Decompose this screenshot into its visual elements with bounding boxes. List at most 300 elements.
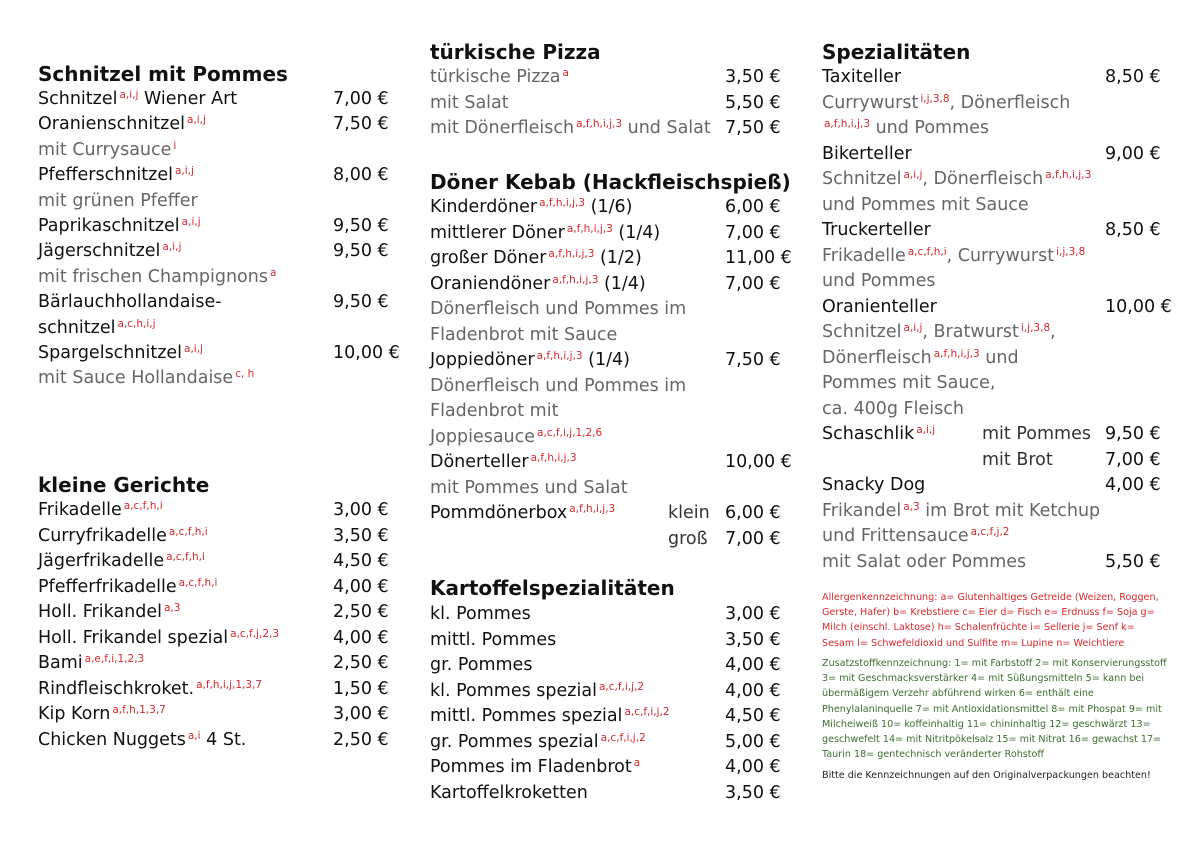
menu-item [430, 427, 800, 452]
allergen-letters: a,f,h,i,j, [933, 347, 974, 360]
allergen-codes [124, 500, 163, 512]
allergen-letters: a,i,j [184, 343, 203, 355]
dish-name: Snacky Dog [822, 475, 926, 495]
size-option: klein [668, 503, 710, 523]
dish-description: und Salat [622, 118, 711, 138]
dish-name: schnitzel [38, 317, 116, 338]
dish-description: mit Salat oder Pommes [822, 551, 1027, 572]
menu-item [38, 191, 408, 216]
additive-numbers: 1,3,7 [139, 704, 166, 716]
additive-numbers: 1,2,3 [117, 653, 145, 665]
dish-description: Fladenbrot mit Sauce [430, 324, 618, 345]
allergen-codes [576, 118, 622, 130]
item-name [430, 197, 632, 217]
menu-item [430, 681, 800, 706]
allergen-letters: a,c,f,h,i [166, 551, 205, 563]
allergen-letters: a, [903, 500, 914, 513]
additive-numbers: 3,8 [1068, 245, 1086, 258]
item-name [430, 223, 660, 243]
dish-suffix: (1/4) [612, 222, 661, 243]
dish-description: und Pommes [822, 271, 936, 291]
dish-name: Jägerfrikadelle [38, 551, 165, 571]
menu-item [822, 169, 1192, 194]
item-price: 5,00 € [725, 731, 781, 752]
item-name [822, 322, 1056, 342]
allergen-codes [162, 241, 181, 253]
menu-item [38, 318, 408, 343]
item-price: 4,00 € [725, 655, 781, 675]
menu-item [38, 368, 408, 393]
allergen-codes [624, 706, 669, 718]
dish-name: Holl. Frikandel [38, 602, 162, 622]
additive-numbers: 2 [662, 706, 670, 718]
allergen-codes [971, 526, 1010, 538]
dish-description: mit Dönerfleisch [430, 118, 575, 138]
allergen-codes [903, 169, 922, 181]
item-price: 10,00 € [725, 452, 792, 472]
item-price: 9,50 € [333, 241, 389, 262]
item-name [822, 475, 925, 495]
dish-description: Schnitzel [822, 169, 902, 189]
dish-description: Frikandel [822, 500, 902, 521]
menu-item [822, 399, 1192, 424]
item-price: 2,50 € [333, 729, 389, 750]
menu-item [430, 401, 800, 426]
item-name [38, 679, 262, 699]
item-price: 5,50 € [1105, 551, 1161, 572]
item-price: 7,00 € [1105, 449, 1161, 470]
allergen-letters: a,i,j [174, 165, 194, 178]
item-price: 7,50 € [333, 114, 389, 135]
item-name [430, 350, 630, 370]
menu-item [822, 373, 1192, 398]
allergen-codes [85, 653, 145, 665]
dish-name: Oraniendöner [430, 273, 551, 294]
item-price: 4,00 € [725, 757, 781, 777]
item-name [38, 602, 180, 622]
item-name [38, 653, 144, 673]
item-price: 11,00 € [725, 248, 792, 268]
allergen-letters: a,f,h,i,j, [552, 273, 592, 286]
size-option: groß [668, 528, 708, 549]
dish-suffix: 4 St. [200, 729, 247, 750]
menu-item [430, 223, 800, 248]
allergen-codes [531, 452, 577, 464]
additive-numbers: 1,2,6 [575, 426, 603, 439]
dish-name: Kip Korn [38, 704, 111, 724]
menu-item [430, 478, 800, 503]
item-name [38, 318, 156, 338]
item-name [430, 248, 642, 268]
menu-item [38, 551, 408, 576]
item-name [38, 216, 201, 236]
item-price: 8,50 € [1105, 220, 1161, 240]
menu-item [38, 500, 408, 525]
item-price: 9,50 € [333, 216, 389, 236]
dish-description: mit Currysauce [38, 139, 172, 160]
dish-name: Rindfleischkroket. [38, 678, 195, 699]
allergen-letters: i,j, [1020, 322, 1034, 334]
additive-numbers: 3 [973, 347, 980, 360]
dish-name: Bami [38, 653, 83, 673]
additive-numbers: 2,3 [262, 627, 280, 640]
dish-name: Schnitzel [38, 89, 118, 109]
item-name [822, 424, 935, 444]
item-name [430, 732, 646, 752]
item-price: 10,00 € [1105, 296, 1172, 317]
menu-item [430, 118, 800, 143]
allergen-codes [552, 274, 598, 286]
dish-suffix: (1/4) [598, 273, 646, 294]
dish-name: Frikadelle [38, 500, 122, 520]
item-price: 3,50 € [333, 525, 389, 546]
menu-item [822, 348, 1192, 373]
allergen-codes [903, 501, 919, 513]
menu-item [430, 376, 800, 401]
item-name [430, 299, 686, 319]
dish-description: Dönerfleisch und Pommes im [430, 299, 687, 319]
allergen-letters: a,f,h, [112, 704, 140, 716]
dish-description: Pommes mit Sauce, [822, 373, 996, 393]
allergen-codes [196, 679, 262, 691]
allergen-codes [1056, 246, 1085, 258]
item-name [38, 628, 279, 648]
menu-item [430, 732, 800, 757]
dish-name: Dönerteller [430, 452, 529, 472]
allergen-letters: a,c,f,h,i [907, 245, 947, 258]
dish-suffix: Wiener Art [138, 89, 238, 109]
dish-description: und Pommes [870, 118, 990, 138]
allergen-codes [934, 348, 980, 360]
menu-item [38, 526, 408, 551]
dish-name: Jägerschnitzel [38, 241, 161, 262]
item-price: 1,50 € [333, 678, 389, 699]
menu-item [822, 297, 1192, 322]
dish-description: Joppiesauce [430, 426, 536, 447]
additive-numbers: 3 [606, 222, 613, 235]
dish-description: , Dönerfleisch [922, 169, 1044, 189]
item-price: 8,00 € [333, 165, 389, 186]
menu-item [430, 299, 800, 324]
allergen-codes [916, 424, 935, 436]
item-price: 2,50 € [333, 602, 389, 622]
item-name [38, 140, 176, 160]
dish-suffix: (1/2) [594, 248, 642, 268]
item-name [430, 427, 602, 447]
menu-item [38, 653, 408, 678]
allergen-codes [634, 757, 640, 769]
item-price: 7,00 € [725, 273, 781, 294]
item-name [430, 604, 531, 624]
additive-numbers: 2 [639, 731, 646, 744]
item-price: 4,00 € [333, 627, 389, 648]
allergen-codes [824, 118, 870, 130]
allergen-codes [164, 602, 180, 614]
allergen-letters: a [269, 266, 277, 279]
menu-item [822, 526, 1192, 551]
dish-name: Bärlauchhollandaise- [38, 292, 222, 313]
allergen-codes [270, 267, 276, 279]
allergen-codes [908, 246, 947, 258]
item-name [822, 93, 1070, 113]
item-name [430, 325, 617, 345]
item-name [822, 246, 1085, 266]
additive-numbers: 3,8 [932, 92, 950, 105]
menu-item [38, 679, 408, 704]
item-price: 8,50 € [1105, 67, 1161, 87]
menu-item [430, 197, 800, 222]
allergen-letters: a,i,j [181, 216, 201, 228]
menu-item [822, 450, 1192, 475]
item-price: 3,50 € [725, 629, 781, 650]
allergen-letters: a,f,h,i,j, [1045, 169, 1085, 181]
item-name [822, 195, 1029, 215]
allergen-letters: a,c,f,h,i [123, 500, 163, 512]
item-name [38, 89, 237, 109]
menu-item [430, 783, 800, 808]
dish-name: Pommes im Fladenbrot [430, 757, 632, 777]
item-price: 6,00 € [725, 503, 781, 523]
menu-item [38, 292, 408, 317]
allergen-letters: a,f,h,i,j, [539, 197, 579, 209]
allergen-letters: a,c,f,i,j, [624, 706, 663, 718]
dish-name: gr. Pommes [430, 655, 533, 675]
menu-item [38, 704, 408, 729]
item-name [430, 478, 628, 498]
allergen-letters: a,f,h,i,j, [824, 118, 864, 130]
dish-name: Schaschlik [822, 424, 915, 444]
menu-item [822, 552, 1192, 577]
allergen-codes [601, 732, 646, 744]
menu-item [38, 602, 408, 627]
dish-suffix: (1/6) [585, 197, 633, 217]
dish-description: , Currywurst [946, 245, 1055, 266]
additive-numbers: 2 [637, 680, 645, 693]
allergen-letters: a,c,f,i,j, [598, 680, 638, 693]
dish-name: Oranienteller [822, 296, 937, 317]
allergen-letters: a,i,j [119, 89, 139, 101]
additive-numbers: 3 [578, 197, 586, 209]
menu-item [38, 730, 408, 755]
item-name [430, 655, 532, 675]
dish-name: Pommdönerbox [430, 503, 568, 523]
dish-description: mit Pommes und Salat [430, 477, 628, 498]
dish-name: Oranienschnitzel [38, 114, 185, 135]
menu-item [822, 271, 1192, 296]
allergen-codes [117, 318, 155, 330]
dish-description: Dönerfleisch und Pommes im [430, 375, 687, 396]
item-name [38, 730, 246, 750]
menu-item [822, 246, 1192, 271]
item-name [822, 144, 912, 164]
menu-item [38, 114, 408, 139]
item-name [38, 165, 194, 185]
item-name [822, 220, 931, 240]
item-name [430, 118, 711, 138]
menu-item [822, 475, 1192, 500]
allergen-codes [235, 368, 254, 380]
additive-numbers: 3 [615, 118, 623, 130]
dish-description: mit frischen Champignons [38, 266, 268, 287]
dish-name: Spargelschnitzel [38, 343, 183, 363]
allergen-letters: a,c,f,j, [970, 526, 1003, 538]
dish-name: Joppiedöner [430, 350, 535, 370]
allergen-codes [188, 730, 201, 742]
dish-name: Pfefferschnitzel [38, 165, 173, 186]
item-name [38, 343, 203, 363]
additive-numbers: 2 [1002, 526, 1010, 538]
packaging-hint: Bitte die Kennzeichnungen auf den Originalverpackungen beachten! [822, 770, 1151, 781]
menu-item [38, 165, 408, 190]
section-title: Kartoffelspezialitäten [430, 576, 675, 600]
allergen-letters: a,c,f,i,j, [600, 731, 640, 744]
dish-description: , Bratwurst [922, 322, 1019, 342]
allergen-codes [567, 223, 613, 235]
dish-suffix: (1/4) [582, 350, 630, 370]
dish-name: kl. Pommes [430, 604, 531, 624]
dish-description: mit Sauce Hollandaise [38, 368, 234, 389]
item-price: 5,50 € [725, 92, 781, 113]
allergen-letters: a,f,h,i,j, [536, 350, 576, 362]
dish-name: Pfefferfrikadelle [38, 576, 177, 597]
section-title: türkische Pizza [430, 40, 601, 64]
dish-name: Chicken Nuggets [38, 729, 186, 750]
item-name [430, 503, 615, 523]
menu-item [38, 89, 408, 114]
additive-numbers: 3 [569, 452, 577, 464]
menu-item [430, 630, 800, 655]
dish-name: Kinderdöner [430, 197, 538, 217]
menu-item [822, 501, 1192, 526]
item-name [430, 783, 588, 803]
menu-item [430, 655, 800, 680]
allergen-letters: a,i,j [186, 114, 206, 127]
allergen-codes [539, 197, 585, 209]
item-price: 9,50 € [1105, 424, 1161, 444]
dish-name: großer Döner [430, 248, 547, 268]
additive-legend: Zusatzstoffkennzeichnung: 1= mit Farbstoff 2= mit Konservierungsstoff 3= mit Geschmacksverstärker 4= mit Süßungsmitteln 5= kann bei übermäßigem Verzehr abführend wirken 6= enthält eine Phenylalaninquelle 7= mit Antioxidationsmittel 8= mit Phospat 9= mit Milcheiweiß 10= koffeinhaltig 11= chininhaltig 12= geschwärzt 13= geschwefelt 14= mit Nitritpökelsalz 15= mit Nitrat 16= gewachst 17= Taurin 18= gentechnisch veränderter Rohstoff [822, 658, 1167, 761]
item-price: 7,00 € [333, 89, 389, 109]
item-price: 4,00 € [333, 576, 389, 597]
item-name [430, 274, 646, 294]
item-name [38, 368, 254, 388]
menu-item [822, 322, 1192, 347]
dish-name: Bikerteller [822, 143, 912, 164]
menu-item [822, 424, 1192, 449]
additive-numbers: 1,3,7 [235, 678, 263, 691]
item-price: 4,50 € [725, 706, 781, 726]
dish-name: mittl. Pommes spezial [430, 706, 623, 726]
additive-numbers: 3 [1084, 169, 1092, 181]
menu-item [822, 144, 1192, 169]
dish-description: und [979, 347, 1019, 368]
allergen-codes [175, 165, 194, 177]
item-name [430, 681, 644, 701]
dish-description: und Frittensauce [822, 526, 969, 546]
item-name [38, 114, 206, 134]
menu-item [430, 67, 800, 92]
menu-item [38, 216, 408, 241]
dish-name: kl. Pommes spezial [430, 680, 597, 701]
menu-item [430, 503, 800, 528]
allergen-letters: a [562, 67, 569, 79]
item-name [38, 551, 205, 571]
item-name [430, 376, 686, 396]
item-name [822, 373, 995, 393]
allergen-codes [903, 322, 922, 334]
allergen-letters: i,j, [1056, 245, 1069, 258]
allergen-letters: a,i,j [916, 424, 936, 436]
allergen-codes [187, 114, 206, 126]
item-price: 4,00 € [725, 680, 781, 701]
allergen-codes [182, 216, 201, 228]
item-name [38, 292, 222, 312]
menu-item [822, 118, 1192, 143]
allergen-letters: a,c,f,j, [230, 627, 263, 640]
item-name [38, 704, 166, 724]
item-name [822, 169, 1091, 189]
item-price: 10,00 € [333, 343, 400, 363]
allergen-letters: i,j, [920, 92, 933, 105]
allergen-letters: i [173, 139, 177, 152]
allergen-codes [562, 67, 568, 79]
section-title: Schnitzel mit Pommes [38, 62, 288, 86]
item-name [822, 399, 964, 419]
allergen-codes [166, 551, 205, 563]
item-price: 6,00 € [725, 197, 781, 217]
dish-description: Currywurst [822, 92, 919, 113]
item-price: 2,50 € [333, 653, 389, 673]
item-name [430, 452, 577, 472]
menu-item [822, 67, 1192, 92]
menu-item [822, 195, 1192, 220]
item-name [430, 401, 558, 421]
allergen-letters: a,c,f,h,i [178, 576, 218, 589]
allergen-letters: a,i,j [162, 241, 182, 254]
item-price: 7,50 € [725, 118, 781, 138]
allergen-codes [569, 503, 615, 515]
item-price: 7,50 € [725, 350, 781, 370]
dish-description: ca. 400g Fleisch [822, 398, 964, 419]
menu-item [430, 93, 800, 118]
item-name [38, 267, 276, 287]
item-price: 4,50 € [333, 551, 389, 571]
allergen-letters: a,f,h,i,j, [196, 678, 236, 691]
item-name [430, 706, 670, 726]
item-price: 9,50 € [333, 292, 389, 313]
item-name [38, 191, 198, 211]
item-name [430, 93, 509, 113]
item-price: 7,00 € [725, 528, 781, 549]
menu-item [430, 248, 800, 273]
additive-numbers: 3,8 [1033, 322, 1051, 334]
dish-name: Truckerteller [822, 220, 931, 240]
menu-item [822, 220, 1192, 245]
allergen-letters: a,f,h,i,j, [548, 248, 588, 260]
allergen-letters: a,f,h,i,j, [576, 118, 616, 130]
allergen-letters: a,i,j [903, 169, 923, 181]
menu-item [822, 93, 1192, 118]
item-name [822, 118, 989, 138]
item-name [38, 577, 217, 597]
allergen-letters: a,e,f,i, [84, 653, 118, 665]
dish-description: , [1050, 322, 1056, 342]
dish-name: Curryfrikadelle [38, 525, 167, 546]
item-name [822, 271, 935, 291]
allergen-letters: a,c,f,i,j, [537, 426, 576, 439]
menu-item [38, 628, 408, 653]
size-option: mit Brot [982, 449, 1053, 470]
